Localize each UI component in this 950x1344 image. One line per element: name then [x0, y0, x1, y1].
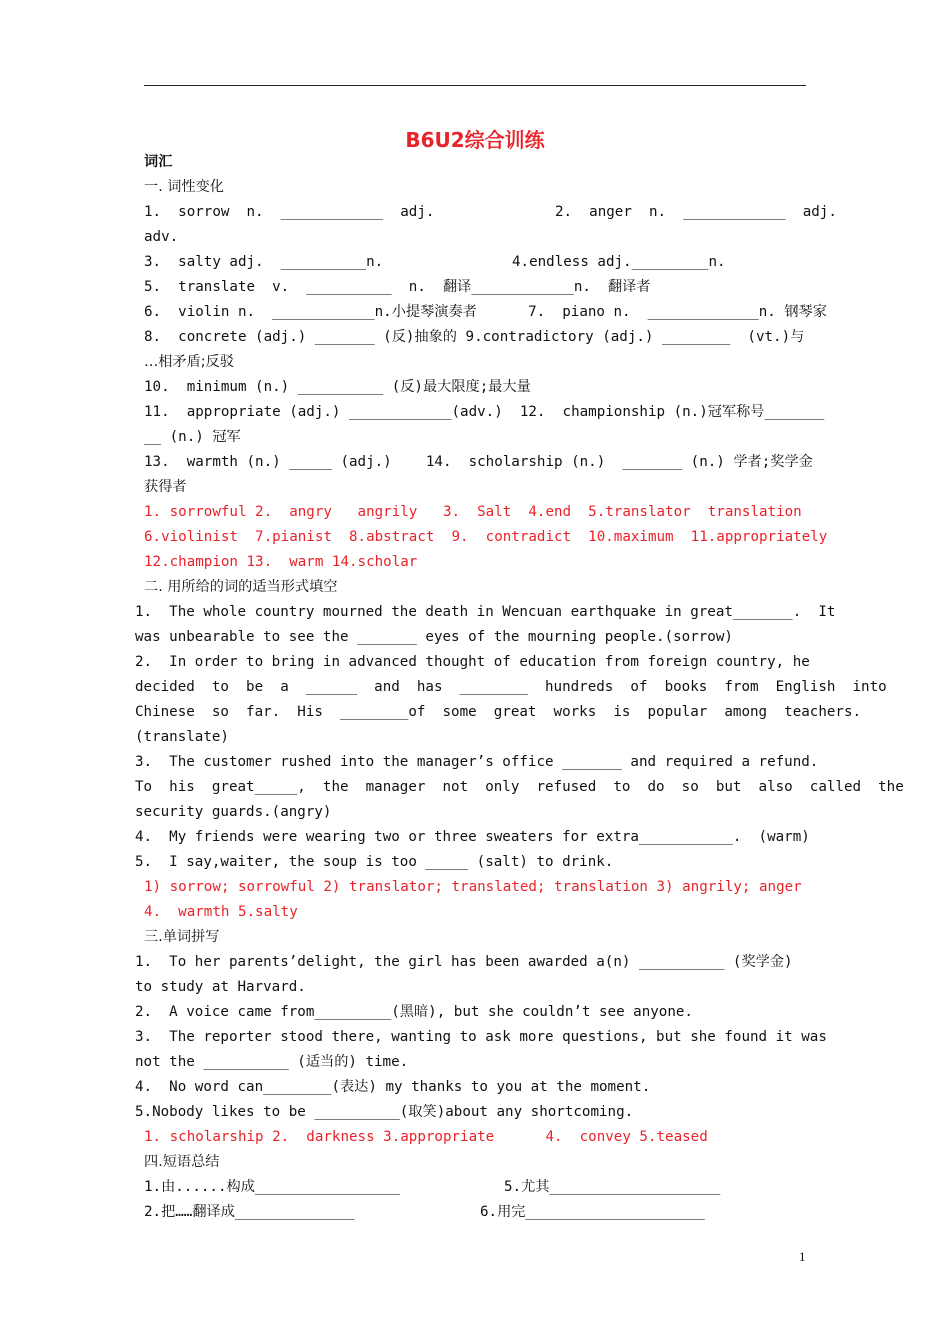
text-line: 获得者 [144, 479, 187, 495]
text-line: 2.把……翻译成______________ [144, 1204, 355, 1220]
text-line: 四.短语总结 [144, 1154, 220, 1170]
text-line: …相矛盾;反驳 [144, 354, 234, 370]
text-line: not the __________ (适当的) time. [135, 1054, 409, 1070]
text-line: 8. concrete (adj.) _______ (反)抽象的 9.contradictory (adj.) ________ (vt.)与 [144, 329, 805, 345]
text-line: 3. salty adj. __________n. [144, 254, 384, 270]
text-line: 5. I say,waiter, the soup is too _____ (salt) to drink. [135, 854, 614, 870]
text-line: 5.Nobody likes to be __________(取笑)about any shortcoming. [135, 1104, 634, 1120]
answer-line: 1) sorrow; sorrowful 2) translator; translated; translation 3) angrily; anger [144, 879, 802, 895]
page-title: B6U2综合训练 [405, 128, 545, 152]
answer-line: 4. warmth 5.salty [144, 904, 298, 920]
answer-line: 6.violinist 7.pianist 8.abstract 9. contradict 10.maximum 11.appropriately [144, 529, 828, 545]
text-line: 10. minimum (n.) __________ (反)最大限度;最大量 [144, 379, 531, 395]
text-line: 5.尤其____________________ [504, 1179, 721, 1195]
answer-line: 12.champion 13. warm 14.scholar [144, 554, 418, 570]
text-line: __ (n.) 冠军 [144, 429, 241, 445]
text-line: 1. To her parents’delight, the girl has been awarded a(n) __________ (奖学金) [135, 954, 793, 970]
text-line: 3. The reporter stood there, wanting to ask more questions, but she found it was [135, 1029, 827, 1045]
text-line: 1. sorrow n. ____________ adj. [144, 204, 435, 220]
text-line: was unbearable to see the _______ eyes of the mourning people.(sorrow) [135, 629, 733, 645]
text-line: 5. translate v. __________ n. 翻译____________n. 翻译者 [144, 279, 651, 295]
text-line: 6. violin n. ____________n.小提琴演奏者 7. piano n. _____________n. 钢琴家 [144, 304, 827, 320]
text-line: adv. [144, 229, 179, 245]
text-line: 1.由......构成_________________ [144, 1179, 401, 1195]
page-number: 1 [799, 1249, 806, 1264]
text-line: 2. In order to bring in advanced thought of education from foreign country, he [135, 654, 810, 670]
text-line: to study at Harvard. [135, 979, 306, 995]
top-rule [144, 85, 806, 86]
text-line: 1. The whole country mourned the death in Wencuan earthquake in great_______. It [135, 604, 836, 620]
text-line: 一. 词性变化 [144, 179, 224, 195]
answer-line: 1. sorrowful 2. angry angrily 3. Salt 4.end 5.translator translation [144, 504, 802, 520]
text-line: Chinese so far. His ________of some great works is popular among teachers. [135, 704, 862, 720]
text-line: 3. The customer rushed into the manager’s office _______ and required a refund. [135, 754, 819, 770]
text-line: 4. No word can________(表达) my thanks to you at the moment. [135, 1079, 651, 1095]
text-line: decided to be a ______ and has ________ hundreds of books from English into [135, 679, 887, 695]
text-line: 三.单词拼写 [144, 929, 220, 945]
text-line: To his great_____, the manager not only refused to do so but also called the [135, 779, 904, 795]
text-line: security guards.(angry) [135, 804, 332, 820]
text-line: 13. warmth (n.) _____ (adj.) 14. scholarship (n.) _______ (n.) 学者;奖学金 [144, 454, 813, 470]
text-line: 词汇 [144, 154, 173, 170]
text-line: 6.用完_____________________ [480, 1204, 705, 1220]
text-line: 4.endless adj._________n. [512, 254, 726, 270]
text-line: (translate) [135, 729, 229, 745]
answer-line: 1. scholarship 2. darkness 3.appropriate 4. convey 5.teased [144, 1129, 708, 1145]
text-line: 4. My friends were wearing two or three sweaters for extra___________. (warm) [135, 829, 810, 845]
text-line: 2. A voice came from_________(黑暗), but she couldn’t see anyone. [135, 1004, 693, 1020]
text-line: 二. 用所给的词的适当形式填空 [144, 579, 338, 595]
text-line: 11. appropriate (adj.) ____________(adv.) 12. championship (n.)冠军称号_______ [144, 404, 825, 420]
text-line: 2. anger n. ____________ adj. [555, 204, 837, 220]
